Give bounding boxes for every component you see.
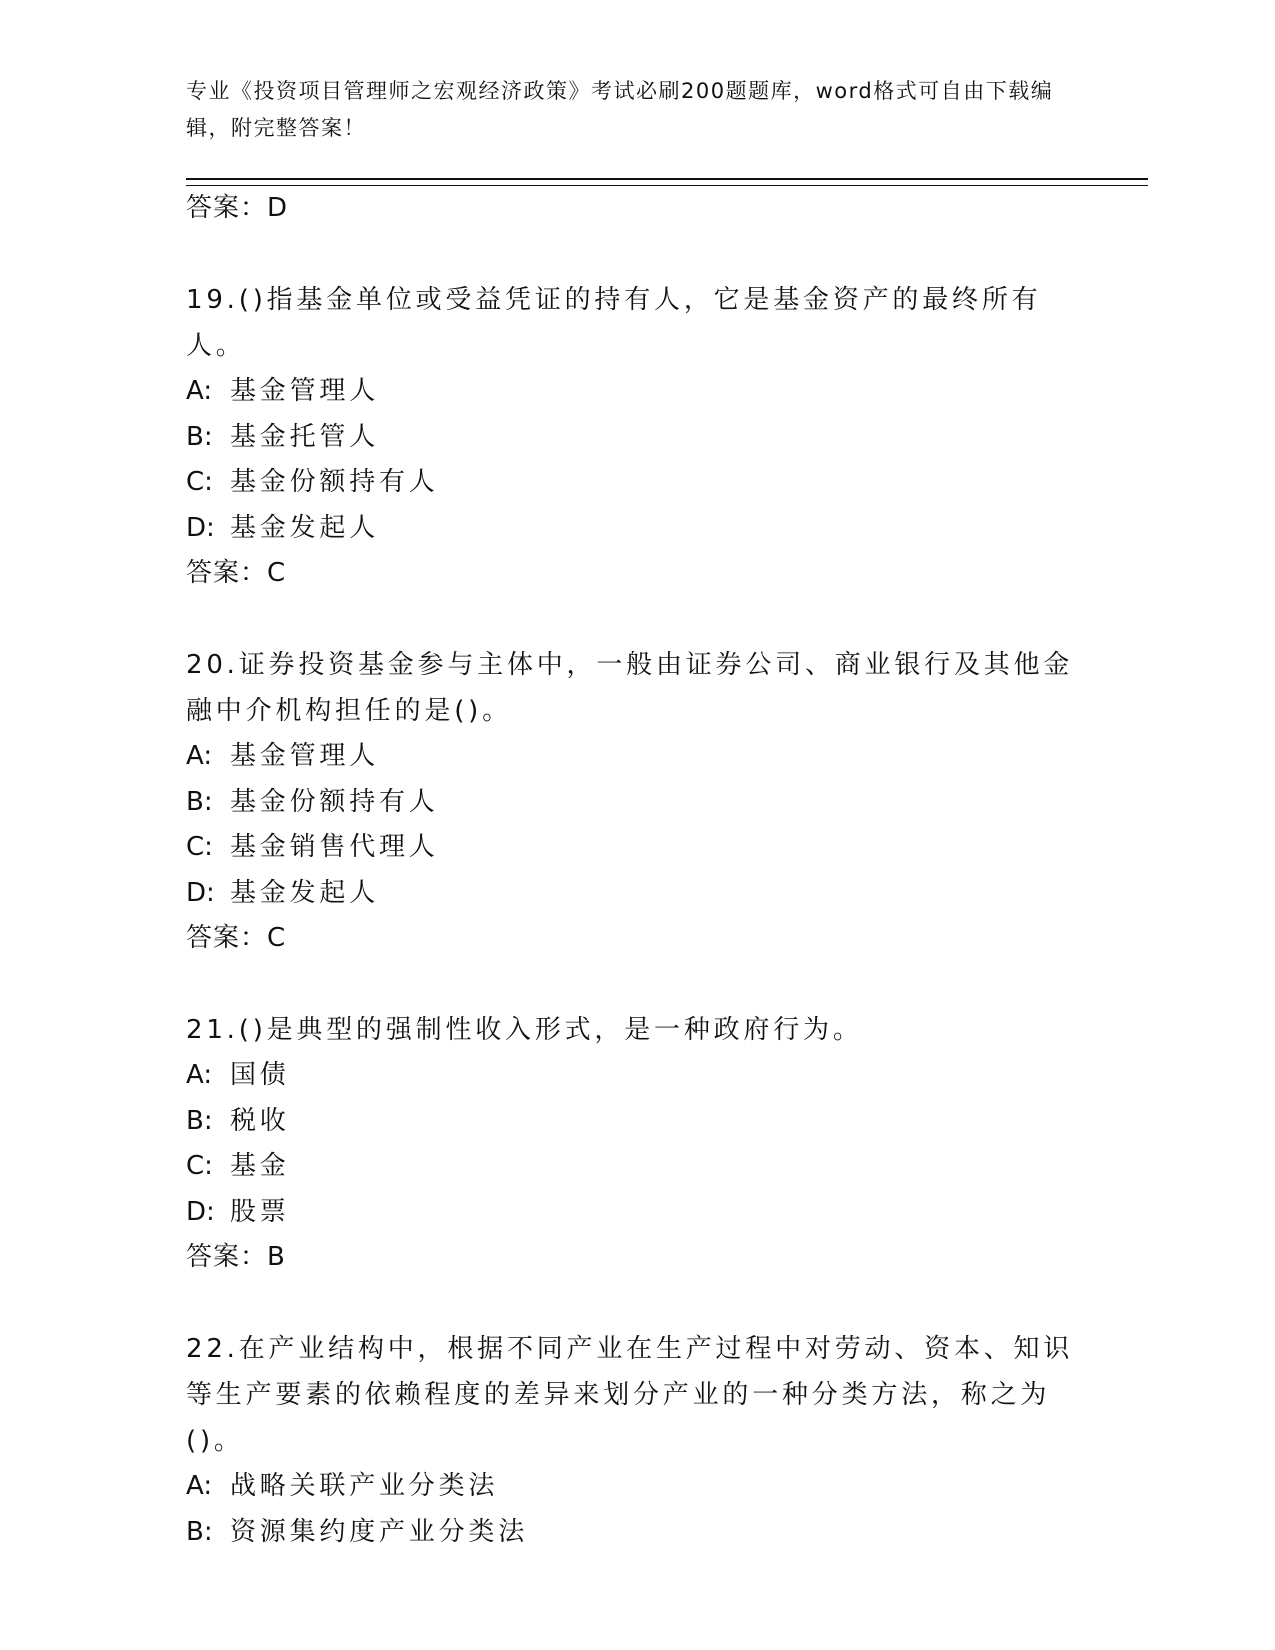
option-key: D:	[186, 1196, 215, 1227]
option-key: D:	[186, 877, 215, 908]
option-key: C:	[186, 832, 213, 862]
option-d	[186, 1190, 1096, 1236]
option-key: B:	[186, 1516, 213, 1547]
option-key: B:	[186, 786, 213, 817]
question-22	[186, 1326, 1096, 1555]
answer-line: 答案：B	[186, 1242, 286, 1272]
document-header: 专业《投资项目管理师之宏观经济政策》考试必刷200题题库，word格式可自由下载编辑，附完整答案！	[186, 79, 1054, 140]
option-text: 基金托管人	[230, 421, 380, 452]
question-stem: 20.证券投资基金参与主体中，一般由证券公司、商业银行及其他金融中介机构担任的是()。	[186, 650, 1074, 726]
answer-line: 答案：C	[186, 558, 287, 588]
option-text: 税收	[230, 1105, 290, 1136]
option-text: 基金发起人	[230, 877, 380, 908]
option-text: 战略关联产业分类法	[230, 1471, 499, 1501]
question-21	[186, 1007, 1096, 1280]
option-key: B:	[186, 1105, 213, 1136]
option-b	[186, 1099, 1096, 1145]
option-key: D:	[186, 512, 215, 543]
option-a	[186, 369, 1096, 415]
option-text: 基金发起人	[230, 512, 380, 543]
question-stem: 21.()是典型的强制性收入形式，是一种政府行为。	[186, 1015, 863, 1045]
option-key: A:	[186, 1471, 213, 1501]
option-text: 基金份额持有人	[230, 467, 439, 497]
option-c	[186, 1144, 1096, 1190]
header-divider	[186, 178, 1148, 186]
option-d	[186, 871, 1096, 917]
option-c	[186, 460, 1096, 506]
option-key: A:	[186, 741, 213, 771]
option-c	[186, 825, 1096, 871]
option-text: 股票	[230, 1196, 290, 1227]
question-list	[186, 186, 1096, 1555]
option-text: 基金销售代理人	[230, 832, 439, 862]
option-a	[186, 1464, 1096, 1510]
question-19	[186, 277, 1096, 596]
question-stem: 22.在产业结构中，根据不同产业在生产过程中对劳动、资本、知识等生产要素的依赖程度的差异来划分产业的一种分类方法，称之为()。	[186, 1334, 1074, 1456]
option-key: B:	[186, 421, 213, 452]
option-b	[186, 780, 1096, 826]
question-20	[186, 642, 1096, 961]
option-text: 资源集约度产业分类法	[230, 1516, 529, 1547]
answer-line: 答案：C	[186, 923, 287, 953]
option-a	[186, 1053, 1096, 1099]
option-key: C:	[186, 467, 213, 497]
question-stem: 19.()指基金单位或受益凭证的持有人，它是基金资产的最终所有人。	[186, 285, 1042, 361]
option-text: 基金	[230, 1151, 290, 1181]
option-key: A:	[186, 376, 213, 406]
option-text: 基金份额持有人	[230, 786, 439, 817]
option-b	[186, 1510, 1096, 1556]
previous-answer: 答案：D	[186, 193, 289, 223]
option-d	[186, 506, 1096, 552]
option-key: A:	[186, 1060, 213, 1090]
option-a	[186, 734, 1096, 780]
option-key: C:	[186, 1151, 213, 1181]
option-b	[186, 415, 1096, 461]
option-text: 基金管理人	[230, 741, 380, 771]
option-text: 国债	[230, 1060, 290, 1090]
option-text: 基金管理人	[230, 376, 380, 406]
